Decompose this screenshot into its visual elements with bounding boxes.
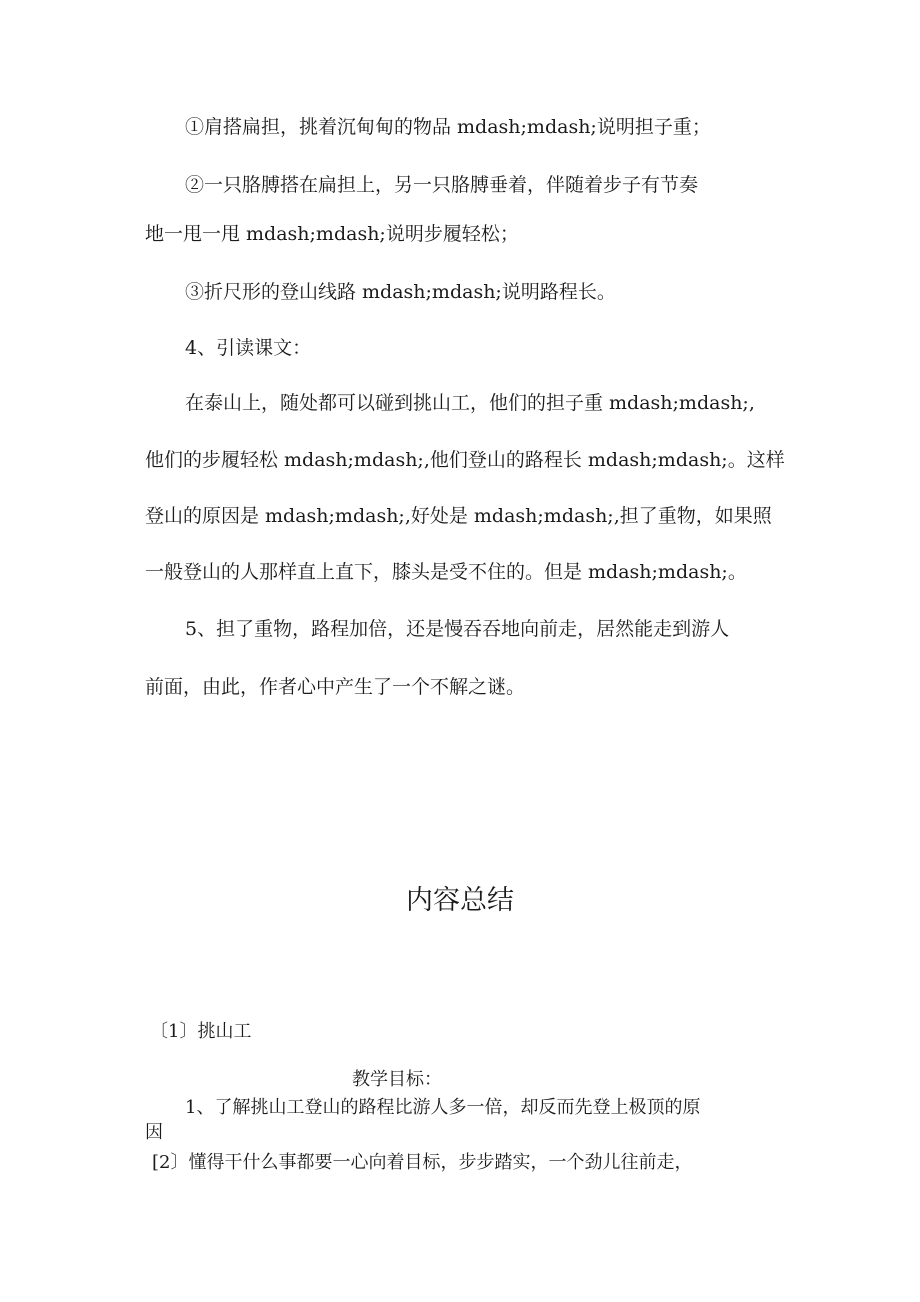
paragraph-arm-swing-line-2: 地一甩一甩 mdash;mdash;说明步履轻松； xyxy=(145,223,519,245)
paragraph-taishan-line-3: 登山的原因是 mdash;mdash;,好处是 mdash;mdash;,担了重物，如果照 xyxy=(145,505,772,527)
objectives-label: 教学目标： xyxy=(352,1069,442,1090)
summary-item-1: 〔1〕挑山工 xyxy=(150,1021,252,1042)
objective-1-line-1: 1、了解挑山工登山的路程比游人多一倍，却反而先登上极顶的原 xyxy=(185,1097,701,1118)
paragraph-shoulder-pole: ①肩搭扁担，挑着沉甸甸的物品 mdash;mdash;说明担子重； xyxy=(185,116,711,138)
paragraph-taishan-line-2: 他们的步履轻松 mdash;mdash;,他们登山的路程长 mdash;mdash;。这样 xyxy=(145,449,785,471)
section-title: 内容总结 xyxy=(406,885,514,916)
objective-1-line-2: 因 xyxy=(145,1122,163,1143)
paragraph-guided-reading: 4、引读课文： xyxy=(185,337,312,359)
paragraph-arm-swing-line-1: ②一只胳膊搭在扁担上，另一只胳膊垂着，伴随着步子有节奏 xyxy=(185,174,699,196)
paragraph-taishan-line-4: 一般登山的人那样直上直下，膝头是受不住的。但是 mdash;mdash;。 xyxy=(145,561,747,583)
paragraph-route: ③折尺形的登山线路 mdash;mdash;说明路程长。 xyxy=(185,281,616,303)
objective-2: [2〕懂得干什么事都要一心向着目标，步步踏实，一个劲儿往前走， xyxy=(152,1152,693,1173)
paragraph-mystery-line-1: 5、担了重物，路程加倍，还是慢吞吞地向前走，居然能走到游人 xyxy=(185,618,730,640)
paragraph-taishan-line-1: 在泰山上，随处都可以碰到挑山工，他们的担子重 mdash;mdash;, xyxy=(185,392,755,414)
paragraph-mystery-line-2: 前面，由此，作者心中产生了一个不解之谜。 xyxy=(145,676,526,698)
